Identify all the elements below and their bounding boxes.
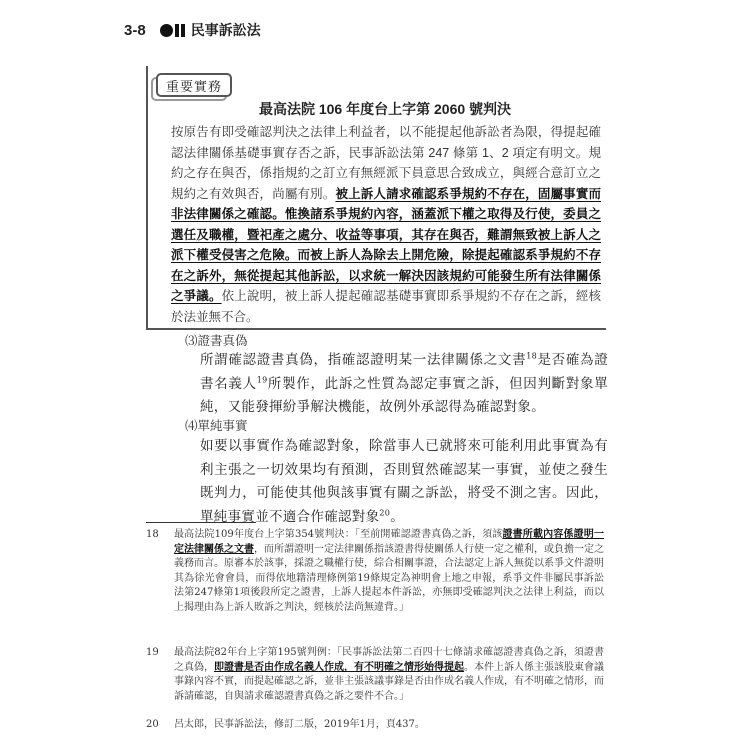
- footnote-text: [174, 718, 604, 733]
- text-run: 如要以事實作為確認對象，除當事人已就將來可能利用此事實為有利主張之一切效果均有預測，否則貿然確認某一事實，並使之發生既判力，可能使其他與該事實有關之訴訟，將受不測之害。因此，單純事實並不適合作確認對象: [200, 438, 608, 525]
- footnote-ref[interactable]: 20: [379, 508, 391, 517]
- footnote-emphasis: 即證書是否由作成名義人作成，有不明確之情形始得提起: [214, 661, 464, 673]
- text-run: 最高法院82年台上字第195號判例：「民事訴訟法第二百四十七條請求確認證書真偽之訴，須證書之真偽，: [174, 647, 604, 673]
- section-paragraph: [200, 349, 608, 420]
- practice-tag: [156, 73, 232, 97]
- footnote: [146, 718, 604, 733]
- text-run: ，而所謂證明一定法律關係指該證書得使關係人行使一定之權利，或負擔一定之義務而言。原審本於該事，採證之職權行使，綜合相關事證，合法認定上訴人無從以系爭文件證明其為徐光會會員，而得依地籍清理條例第19條規定為神明會上地之申報，系爭文件非屬民事訴訟法第247條第1項後段所定之證書，上訴人提起本件訴訟，亦無即受確認判決之法律上利益，而以上揭理由為上訴人敗訴之判決，經核於法尚無違背。」: [174, 543, 604, 613]
- case-emphasis: 被上訴人請求確認系爭規約不存在，固屬事實而非法律關係之確認。惟換諸系爭規約內容，涵蓋派下權之取得及行使，委員之選任及職權，暨祀產之處分、收益等事項，其存在與否，難謂無致被上訴人之派下權受侵害之危險。而被上訴人為除去上開危險，除提起確認系爭規約不存在之訴外，無從提起其他訴訟，以求統一解決因該規約可能發生所有法律關係之爭議。: [171, 186, 601, 303]
- dot-icon: [160, 24, 173, 37]
- bar-icon: [175, 24, 179, 37]
- footnote: [146, 528, 604, 615]
- footnote-rule: [146, 522, 256, 523]
- page-header: [124, 19, 261, 41]
- section-paragraph: [200, 435, 608, 529]
- text-run: 最高法院109年度台上字第354號判決：「至前開確認證書真偽之訴，須該: [174, 529, 503, 540]
- text-run: 所謂確認證書真偽，指確認證明某一法律關係之文書: [200, 352, 527, 368]
- chapter-marker-icon: [160, 24, 185, 37]
- footnote-text: [174, 528, 604, 615]
- case-text-part: 按原告有即受確認判決之法律上利益者，以不能提起他訴訟者為限，得提起確認法律關係基礎事實存否之訴，民事訴訟法第 247 條第 1、2 項定有明文。規約之存在與否，係指規約之訂立有無經派下員意思合致成立，與經合意訂立之規約之有效與否，尚屬有別。: [171, 125, 601, 201]
- case-title: 最高法院 106 年度台上字第 2060 號判決: [258, 101, 512, 117]
- footnote-ref[interactable]: 19: [256, 375, 268, 384]
- footnote-text: [174, 646, 604, 704]
- practice-tag-label: 重要實務: [165, 78, 222, 94]
- text-run: 。: [390, 508, 404, 525]
- footnote: [146, 646, 604, 704]
- text-run: 是否確為證書名義人: [200, 352, 608, 392]
- case-text: [171, 122, 601, 327]
- page-number: 3-8: [124, 21, 146, 39]
- case-text-part: 依上說明，被上訴人提起確認基礎事實即系爭規約不存在之訴，經核於法並無不合。: [171, 289, 601, 324]
- bar-icon: [181, 24, 185, 37]
- section-heading: ⑶證書真偽: [185, 333, 248, 348]
- footnote-number: 19: [146, 647, 159, 658]
- section-heading: ⑷單純事實: [185, 418, 248, 433]
- chapter-title: 民事訴訟法: [190, 22, 261, 38]
- footnote-ref[interactable]: 18: [526, 351, 538, 361]
- text-run: 所製作，此訴之性質為認定事實之訴，但因判斷對象單純，又能發揮紛爭解決機能，故例外承認得為確認對象。: [200, 375, 608, 415]
- footnote-number: 20: [146, 719, 159, 730]
- footnote-number: 18: [146, 529, 159, 540]
- text-run: 呂太郎，民事訴訟法，修訂二版，2019年1月，頁437。: [174, 719, 425, 730]
- footnote-emphasis: 證書所載內容係證明一定法律關係之文書: [174, 529, 604, 555]
- text-run: 。本件上訴人係主張該股東會議事錄內容不實，而提起確認之訴，並非主張該議事錄是否由作成名義人作成，有不明確之情形，而訴請確認，自與請求確認證書真偽之訴之要件不合。」: [174, 661, 604, 702]
